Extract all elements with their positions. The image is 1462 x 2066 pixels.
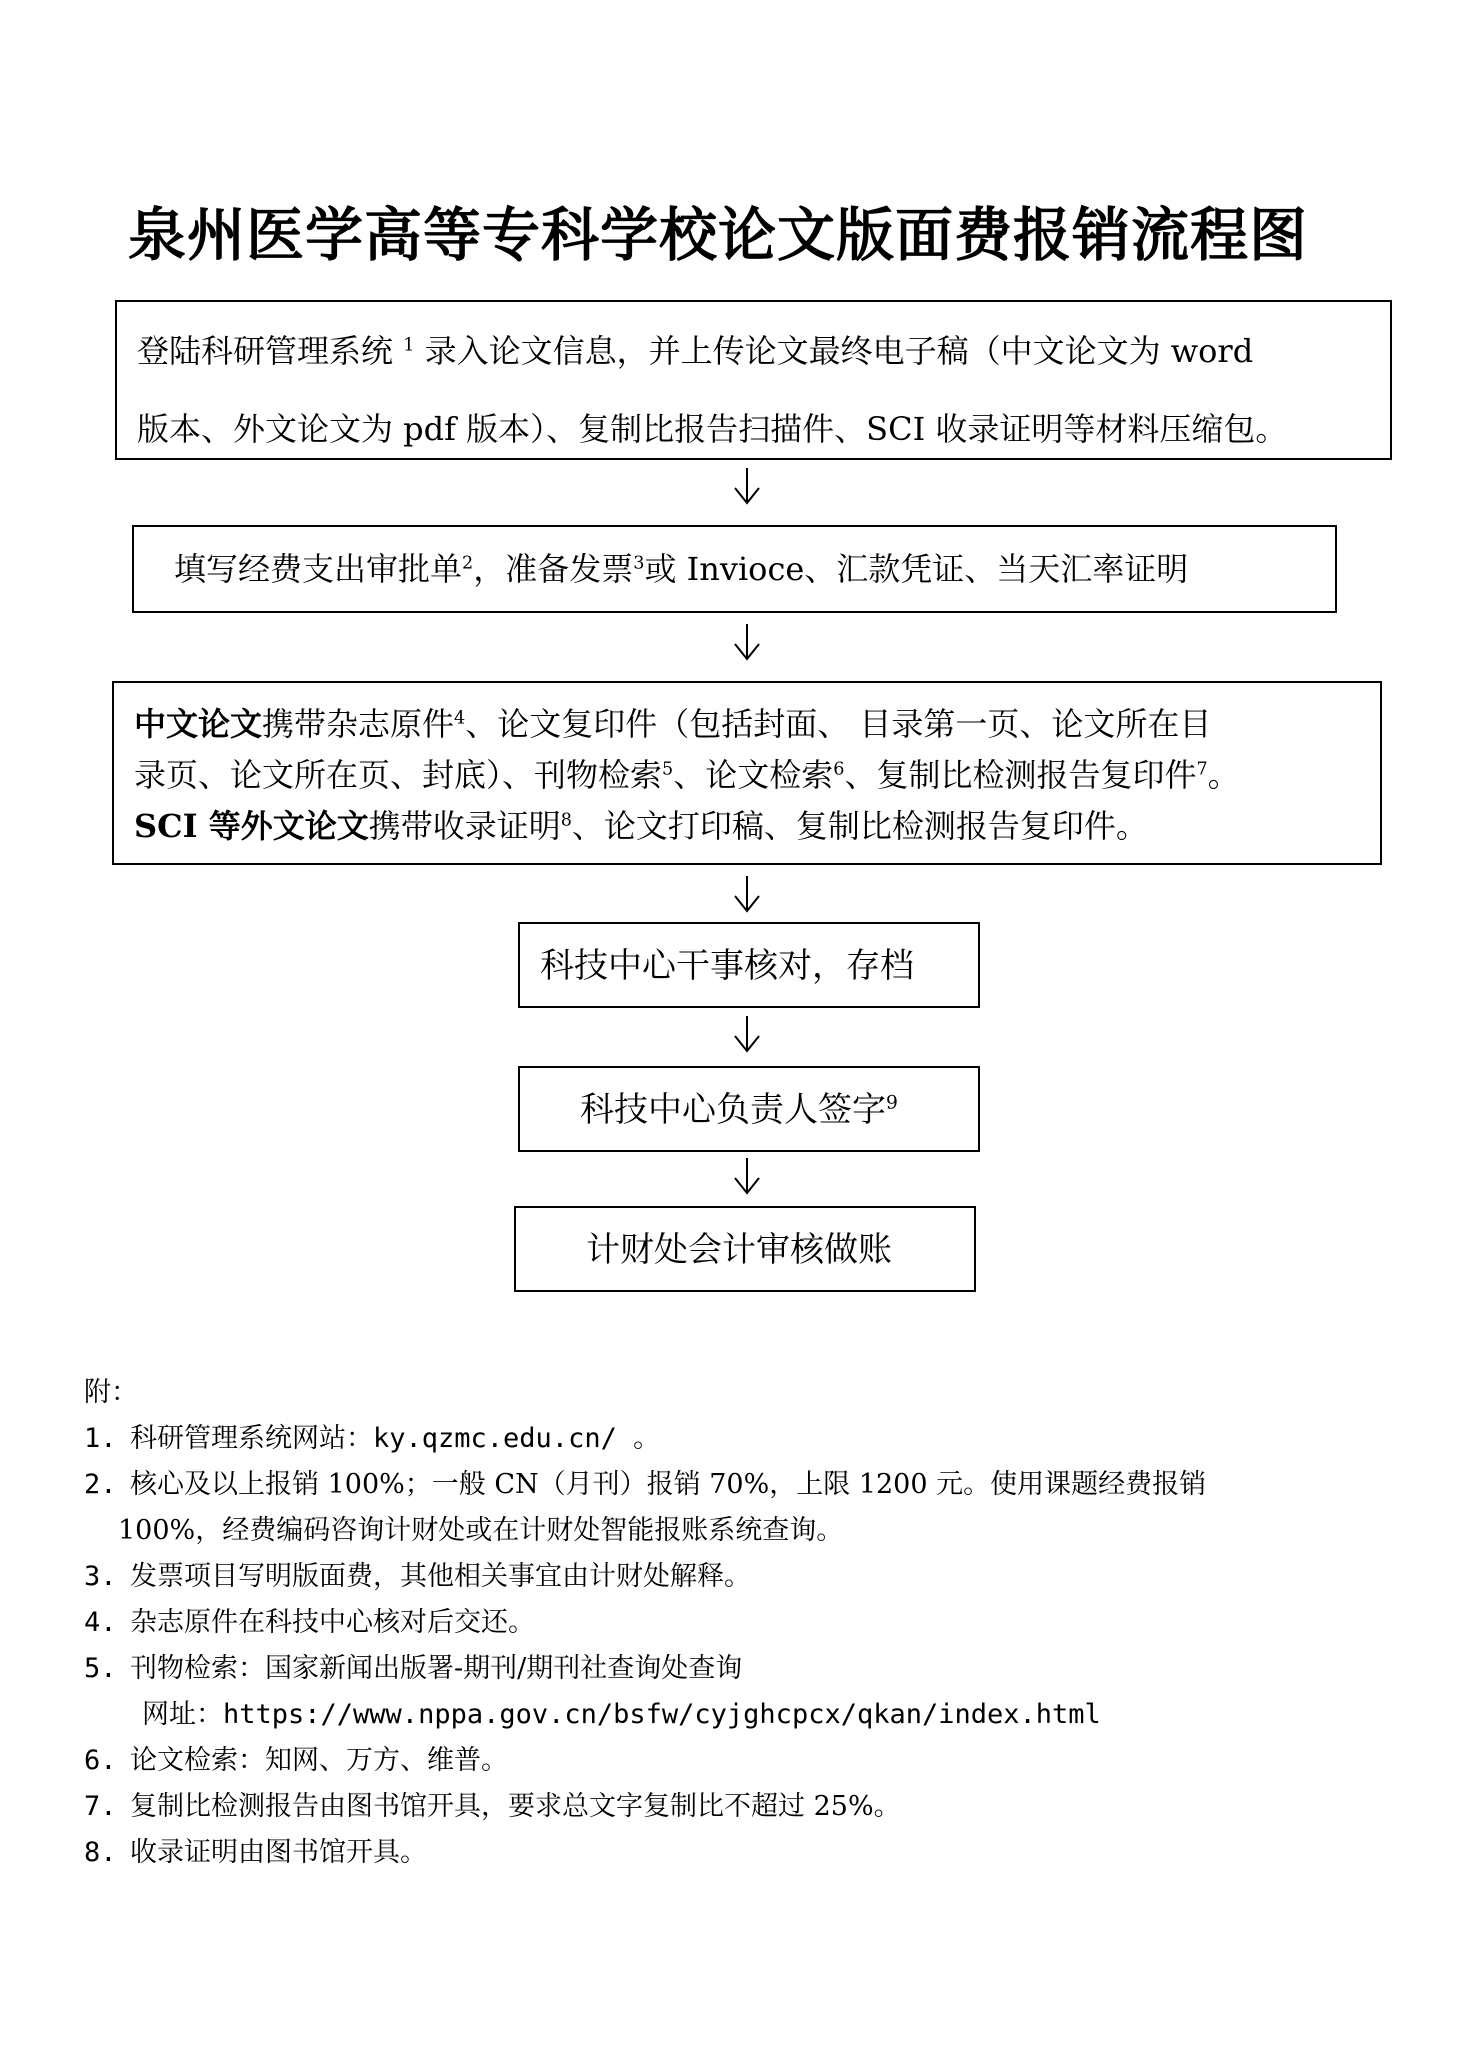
footnote-ref-1: 1 xyxy=(403,335,415,356)
step3-l2-d: 。 xyxy=(1207,756,1240,794)
note-item xyxy=(84,1600,1206,1646)
note-item xyxy=(84,1554,1206,1600)
note-text: 发票项目写明版面费，其他相关事宜由计财处解释。 xyxy=(130,1561,751,1592)
notes-heading: 附： xyxy=(84,1377,138,1408)
flow-step-5 xyxy=(518,1066,980,1152)
step2-text-c: 或 Invioce、汇款凭证、当天汇率证明 xyxy=(644,550,1189,588)
note-continuation xyxy=(84,1692,1206,1738)
note-number: 3. xyxy=(84,1561,117,1592)
flow-step-6: 计财处会计审核做账 xyxy=(514,1206,976,1292)
step1-text-a: 登陆科研管理系统 xyxy=(137,332,394,370)
note-text: 复制比检测报告由图书馆开具，要求总文字复制比不超过 25%。 xyxy=(130,1791,901,1822)
footnote-ref-9: 9 xyxy=(886,1092,898,1114)
footnotes xyxy=(84,1370,1206,1876)
footnote-ref-6: 6 xyxy=(833,759,845,780)
step3-l2-b: 、论文检索 xyxy=(673,756,834,794)
step3-l2-c: 、复制比检测报告复印件 xyxy=(844,756,1197,794)
step3-l3-a: 携带收录证明 xyxy=(368,807,561,845)
flow-arrow-4 xyxy=(732,1014,762,1054)
step5-text: 科技中心负责人签字 xyxy=(580,1090,886,1130)
step1-line1 xyxy=(137,324,1372,378)
note-number: 2. xyxy=(84,1469,117,1500)
note-number: 1. xyxy=(84,1423,117,1454)
nppa-url: https://www.nppa.gov.cn/bsfw/cyjghcpcx/qkan/index.html xyxy=(223,1699,1101,1730)
footnote-ref-7: 7 xyxy=(1196,759,1208,780)
note-item xyxy=(84,1830,1206,1876)
note-number: 4. xyxy=(84,1607,117,1638)
flow-arrow-2 xyxy=(732,622,762,662)
flow-step-4: 科技中心干事核对，存档 xyxy=(518,922,980,1008)
flow-step-1 xyxy=(115,300,1392,460)
step1-text-b: 录入论文信息，并上传论文最终电子稿（中文论文为 word xyxy=(424,332,1254,370)
step1-line2: 版本、外文论文为 pdf 版本）、复制比报告扫描件、SCI 收录证明等材料压缩包。 xyxy=(137,410,1288,448)
note-number: 7. xyxy=(84,1791,117,1822)
note-number: 8. xyxy=(84,1837,117,1868)
step3-chinese-label: 中文论文 xyxy=(134,705,263,743)
step3-l1-a: 携带杂志原件 xyxy=(262,705,455,743)
note-text: 核心及以上报销 100%；一般 CN（月刊）报销 70%，上限 1200 元。使用课题经费报销 xyxy=(130,1469,1207,1500)
note-text: 收录证明由图书馆开具。 xyxy=(130,1837,427,1868)
page-title: 泉州医学高等专科学校论文版面费报销流程图 xyxy=(128,201,1309,269)
step2-text-b: ，准备发票 xyxy=(473,550,634,588)
note-continuation: 100%，经费编码咨询计财处或在计财处智能报账系统查询。 xyxy=(118,1515,844,1546)
step3-line2 xyxy=(134,750,1368,801)
step3-line3 xyxy=(134,801,1368,852)
note-item xyxy=(84,1416,1206,1462)
footnote-ref-5: 5 xyxy=(662,759,674,780)
note-item xyxy=(84,1646,1206,1692)
system-url: ky.qzmc.edu.cn/ 。 xyxy=(373,1423,661,1454)
footnote-ref-2: 2 xyxy=(462,553,474,574)
flow-arrow-1 xyxy=(732,466,762,506)
note-number: 5. xyxy=(84,1653,117,1684)
url-label: 网址： xyxy=(142,1699,223,1730)
note-text: 科研管理系统网站： xyxy=(130,1423,373,1454)
note-text: 刊物检索：国家新闻出版署-期刊/期刊社查询处查询 xyxy=(130,1653,743,1684)
flow-arrow-3 xyxy=(732,874,762,914)
note-item xyxy=(84,1784,1206,1830)
flow-arrow-5 xyxy=(732,1156,762,1196)
step3-l1-b: 、论文复印件（包括封面、 目录第一页、论文所在目 xyxy=(465,705,1212,743)
step3-foreign-label: SCI 等外文论文 xyxy=(134,807,369,845)
note-number: 6. xyxy=(84,1745,117,1776)
step2-text-a: 填写经费支出审批单 xyxy=(174,550,463,588)
note-item xyxy=(84,1738,1206,1784)
step3-l2-a: 录页、论文所在页、封底）、刊物检索 xyxy=(134,756,663,794)
flow-step-3 xyxy=(112,681,1382,865)
footnote-ref-4: 4 xyxy=(454,708,466,729)
flow-step-2 xyxy=(132,525,1337,613)
note-text: 杂志原件在科技中心核对后交还。 xyxy=(130,1607,535,1638)
note-text: 论文检索：知网、万方、维普。 xyxy=(130,1745,508,1776)
footnote-ref-3: 3 xyxy=(633,553,645,574)
step3-line1 xyxy=(134,699,1368,750)
note-item xyxy=(84,1462,1206,1508)
footnote-ref-8: 8 xyxy=(560,810,572,831)
step3-l3-b: 、论文打印稿、复制比检测报告复印件。 xyxy=(571,807,1148,845)
